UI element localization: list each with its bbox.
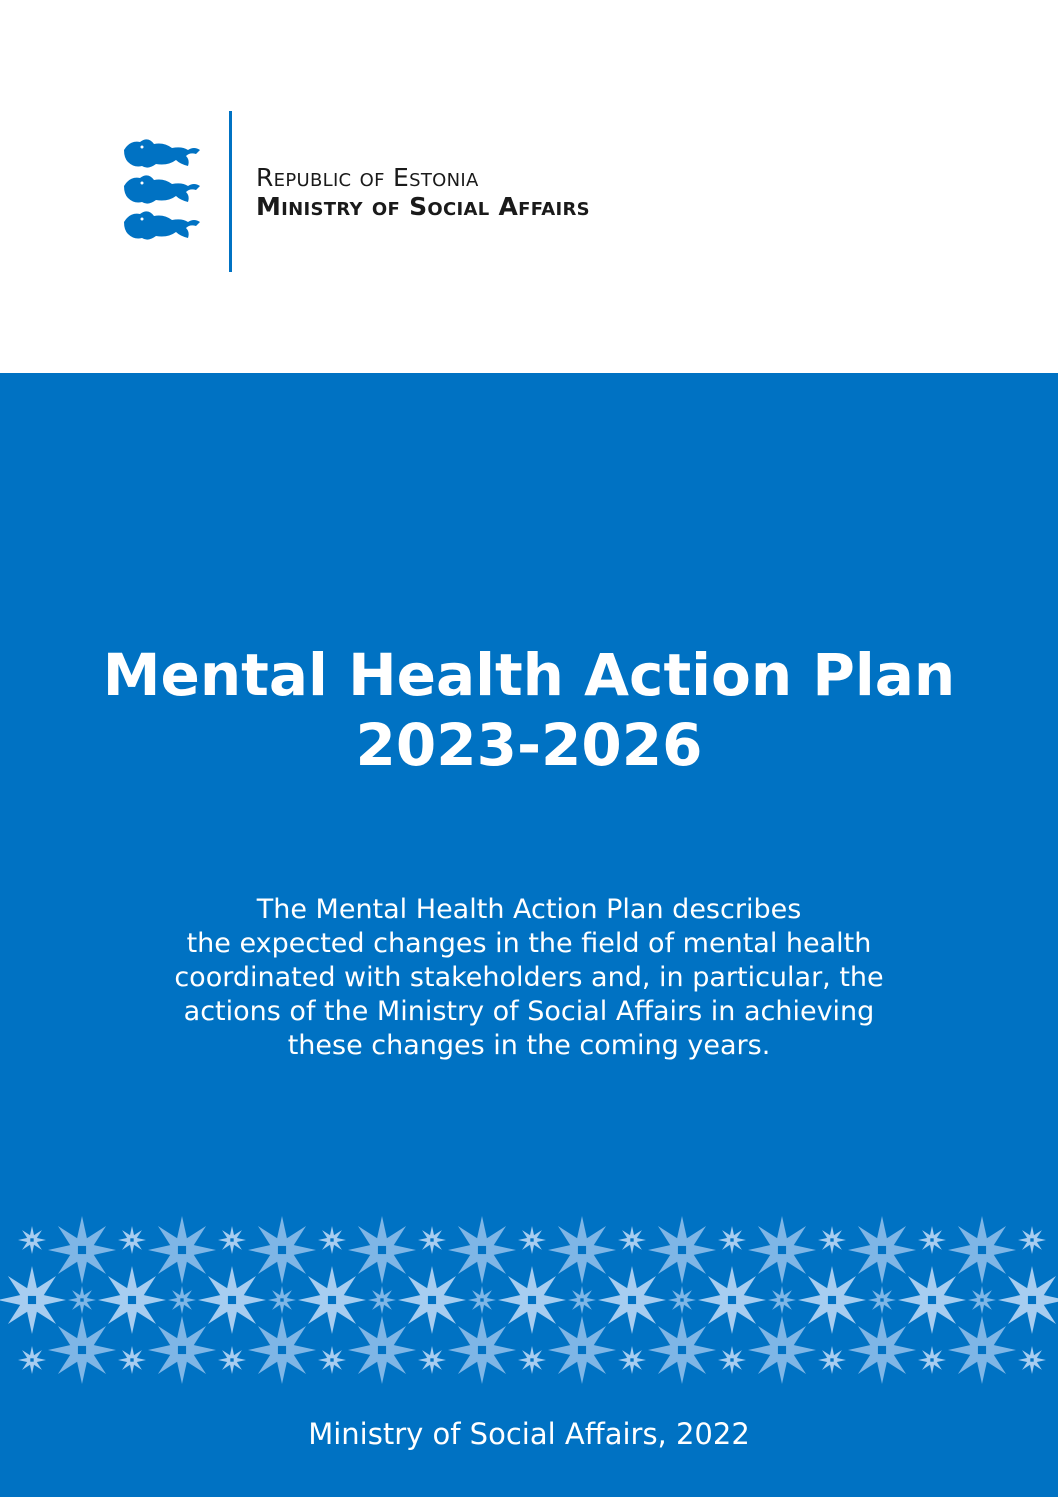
org-line-ministry: Ministry of Social Affairs [256, 192, 590, 221]
publisher-footer: Ministry of Social Affairs, 2022 [308, 1417, 750, 1451]
organization-name [256, 164, 590, 222]
header [0, 0, 1058, 373]
title-line-2: 2023-2026 [355, 711, 703, 779]
folk-star-pattern-icon [0, 1210, 1058, 1390]
header-divider [229, 111, 232, 272]
description-line: The Mental Health Action Plan describes [256, 894, 802, 925]
org-line-republic: Republic of Estonia [256, 163, 479, 192]
title-line-1: Mental Health Action Plan [102, 641, 956, 709]
document-description [129, 893, 929, 1063]
description-line: coordinated with stakeholders and, in particular, the [174, 962, 884, 993]
description-line: the expected changes in the field of mental health [186, 928, 872, 959]
document-title [0, 640, 1058, 780]
description-line: these changes in the coming years. [287, 1030, 771, 1061]
description-line: actions of the Ministry of Social Affairs in achieving [183, 996, 875, 1027]
coat-of-arms-icon [120, 136, 204, 248]
